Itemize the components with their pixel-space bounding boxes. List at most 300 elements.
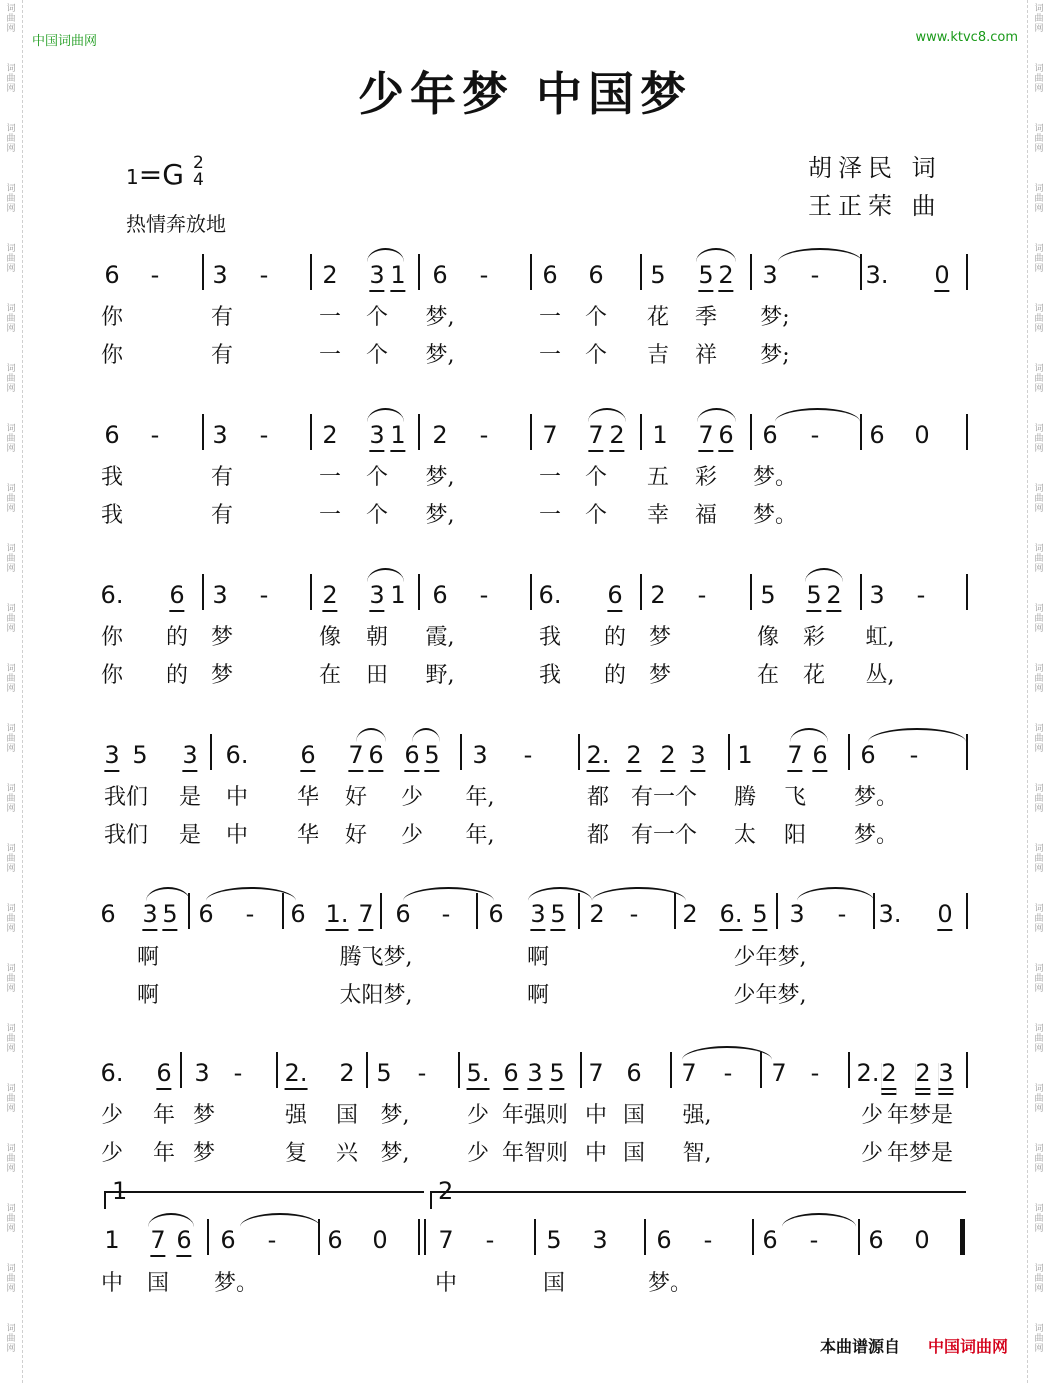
barline — [966, 893, 968, 929]
lyric-syllable: 梦 — [192, 1141, 216, 1166]
note: 6 — [368, 740, 383, 772]
note: 3 — [938, 1058, 953, 1090]
note: 2 — [609, 420, 624, 452]
watermark-mark: 词 曲 网 — [6, 364, 16, 394]
note: 3 — [104, 740, 119, 772]
lyric-syllable: 像 — [756, 625, 780, 650]
note: - — [810, 421, 820, 449]
lyric-syllable: 有 — [210, 305, 234, 330]
note: 5 — [376, 1059, 392, 1087]
slur-arc — [588, 408, 626, 422]
watermark-mark: 词 曲 网 — [1034, 1024, 1044, 1054]
lyric-syllable: 腾飞梦, — [339, 945, 413, 970]
watermark-mark: 词 曲 网 — [6, 304, 16, 334]
note: 2 — [826, 580, 841, 612]
lyric-syllable: 一 — [538, 343, 562, 368]
lyricist-credit: 胡泽民 词 — [808, 154, 942, 182]
note: 7 — [438, 1226, 454, 1254]
note: - — [150, 261, 160, 289]
lyric-syllable: 有 — [210, 503, 234, 528]
note: 1. — [326, 899, 349, 931]
lyric-syllable: 福 — [694, 503, 718, 528]
note: - — [417, 1059, 427, 1087]
note: 3 — [369, 580, 384, 612]
lyric-syllable: 少 — [400, 785, 424, 810]
lyric-syllable: 你 — [100, 305, 124, 330]
note: - — [259, 261, 269, 289]
note: 6 — [868, 1226, 884, 1254]
note: - — [809, 1226, 819, 1254]
note: 6 — [100, 900, 116, 928]
watermark-mark: 词 曲 网 — [6, 4, 16, 34]
lyric-syllable: 少 — [466, 1141, 490, 1166]
note: - — [697, 581, 707, 609]
barline — [276, 1052, 278, 1088]
slur-arc — [367, 568, 404, 582]
left-watermark-strip — [0, 0, 23, 1383]
barline — [640, 574, 642, 610]
watermark-mark: 词 曲 网 — [6, 64, 16, 94]
barline — [534, 1219, 536, 1255]
song-title: 少年梦 中国梦 — [357, 67, 692, 121]
lyric-syllable: 梦。 — [752, 503, 798, 528]
lyric-syllable: 我们 — [103, 823, 149, 848]
note: 1 — [652, 421, 668, 449]
note: - — [233, 1059, 243, 1087]
lyric-syllable: 是 — [178, 823, 202, 848]
note: 5. — [467, 1058, 490, 1090]
note: 2 — [432, 421, 448, 449]
barline — [776, 893, 778, 929]
repeat-barline — [418, 1219, 426, 1255]
lyric-syllable: 我 — [100, 465, 124, 490]
note: 2 — [322, 421, 338, 449]
watermark-mark: 词 曲 网 — [1034, 964, 1044, 994]
note: 6 — [104, 421, 120, 449]
barline — [530, 254, 532, 290]
lyric-syllable: 野, — [425, 663, 455, 688]
lyric-syllable: 年, — [465, 785, 495, 810]
watermark-mark: 词 曲 网 — [1034, 844, 1044, 874]
note: 5 — [760, 581, 776, 609]
lyric-syllable: 一 — [318, 343, 342, 368]
lyric-syllable: 个 — [365, 503, 389, 528]
note: 6 — [104, 261, 120, 289]
note: 2 — [589, 900, 605, 928]
note: 7 — [542, 421, 558, 449]
lyric-syllable: 彩 — [802, 625, 826, 650]
lyric-syllable: 啊 — [136, 945, 160, 970]
tempo-marking: 热情奔放地 — [126, 212, 226, 236]
note: 2 — [915, 1058, 930, 1090]
barline — [860, 414, 862, 450]
composer-credit: 王正荣 曲 — [808, 192, 942, 220]
lyric-syllable: 梦。 — [853, 785, 899, 810]
barline — [460, 734, 462, 770]
barline — [752, 1219, 754, 1255]
watermark-mark: 词 曲 网 — [6, 604, 16, 634]
note: 3 — [212, 261, 228, 289]
staff-row-3 — [0, 578, 1050, 618]
lyric-syllable: 虹, — [865, 625, 895, 650]
watermark-mark: 词 曲 网 — [6, 424, 16, 454]
lyric-syllable: 一 — [318, 305, 342, 330]
lyric-syllable: 年, — [465, 823, 495, 848]
watermark-mark: 词 曲 网 — [1034, 4, 1044, 34]
slur-arc — [412, 728, 440, 742]
lyric-syllable: 强, — [682, 1103, 712, 1128]
note: 6 — [488, 900, 504, 928]
note: 3. — [865, 261, 889, 289]
lyric-syllable: 一 — [538, 305, 562, 330]
lyric-syllable: 的 — [165, 625, 189, 650]
time-signature-top: 2 — [193, 153, 204, 173]
watermark-mark: 词 曲 网 — [1034, 544, 1044, 574]
note: 6 — [762, 1226, 778, 1254]
lyric-syllable: 少 — [466, 1103, 490, 1128]
watermark-mark: 词 曲 网 — [1034, 1204, 1044, 1234]
note: 0 — [914, 421, 930, 449]
note: - — [723, 1059, 733, 1087]
watermark-mark: 词 曲 网 — [1034, 1324, 1044, 1354]
lyric-syllable: 年梦是 — [886, 1141, 954, 1166]
lyric-syllable: 兴 — [335, 1141, 359, 1166]
note: 1 — [737, 741, 753, 769]
barline — [644, 1219, 646, 1255]
lyric-syllable: 我 — [538, 663, 562, 688]
note: 3 — [194, 1059, 210, 1087]
barline — [750, 254, 752, 290]
note: 2 — [718, 260, 733, 292]
lyric-syllable: 少年梦, — [733, 945, 807, 970]
watermark-mark: 词 曲 网 — [6, 784, 16, 814]
lyric-syllable: 五 — [646, 465, 670, 490]
note: 6 — [869, 421, 885, 449]
note: 6 — [503, 1058, 518, 1090]
lyric-syllable: 都 — [586, 785, 610, 810]
barline — [750, 414, 752, 450]
note: 6 — [812, 740, 827, 772]
lyric-syllable: 华 — [296, 785, 320, 810]
lyric-syllable: 有 — [210, 343, 234, 368]
note: 1 — [104, 1226, 120, 1254]
note: 3 — [690, 740, 705, 772]
final-barline — [960, 1219, 965, 1255]
lyric-syllable: 吉 — [646, 343, 670, 368]
note: - — [479, 261, 489, 289]
lyric-syllable: 霞, — [425, 625, 455, 650]
note: - — [259, 421, 269, 449]
lyric-syllable: 梦 — [648, 625, 672, 650]
lyric-syllable: 你 — [100, 343, 124, 368]
slur-arc — [805, 568, 843, 582]
lyric-syllable: 我们 — [103, 785, 149, 810]
note: 3 — [472, 741, 488, 769]
note: 7 — [771, 1059, 787, 1087]
lyric-syllable: 梦。 — [647, 1271, 693, 1296]
slur-arc — [592, 887, 686, 901]
note: - — [259, 581, 269, 609]
lyric-syllable: 国 — [622, 1141, 646, 1166]
note: - — [523, 741, 533, 769]
slur-arc — [403, 887, 494, 901]
barline — [966, 734, 968, 770]
barline — [207, 1219, 209, 1255]
lyric-syllable: 太阳梦, — [339, 983, 413, 1008]
note: - — [629, 900, 639, 928]
note: - — [267, 1226, 277, 1254]
note: 7 — [150, 1225, 165, 1257]
watermark-mark: 词 曲 网 — [1034, 904, 1044, 934]
barline — [860, 574, 862, 610]
note: 3. — [878, 900, 902, 928]
slur-arc — [528, 887, 592, 901]
barline — [310, 414, 312, 450]
lyric-syllable: 是 — [178, 785, 202, 810]
note: 2 — [660, 740, 675, 772]
watermark-mark: 词 曲 网 — [1034, 604, 1044, 634]
lyric-syllable: 强 — [284, 1103, 308, 1128]
note: 5 — [752, 899, 767, 931]
lyric-syllable: 少 — [860, 1103, 884, 1128]
slur-arc — [778, 248, 862, 262]
lyric-syllable: 太 — [733, 823, 757, 848]
barline — [530, 574, 532, 610]
lyric-syllable: 个 — [584, 465, 608, 490]
watermark-mark: 词 曲 网 — [6, 1084, 16, 1114]
watermark-mark: 词 曲 网 — [6, 1024, 16, 1054]
barline — [380, 893, 382, 929]
note: 5 — [806, 580, 821, 612]
lyric-syllable: 年梦是 — [886, 1103, 954, 1128]
note: 6 — [718, 420, 733, 452]
note: 6 — [404, 740, 419, 772]
barline — [966, 254, 968, 290]
lyric-syllable: 中 — [434, 1271, 458, 1296]
key-signature — [126, 158, 184, 191]
note: 6 — [762, 421, 778, 449]
lyric-syllable: 一 — [538, 465, 562, 490]
lyric-syllable: 中 — [225, 785, 249, 810]
note: - — [810, 1059, 820, 1087]
lyric-syllable: 丛, — [865, 663, 895, 688]
lyric-syllable: 中 — [100, 1271, 124, 1296]
note: 7 — [681, 1059, 697, 1087]
note: 2 — [322, 261, 338, 289]
note: 2 — [682, 900, 698, 928]
lyric-syllable: 的 — [165, 663, 189, 688]
slur-arc — [206, 887, 296, 901]
lyric-syllable: 中 — [584, 1141, 608, 1166]
barline — [366, 1052, 368, 1088]
key-one: 1 — [126, 165, 139, 189]
barline — [418, 574, 420, 610]
watermark-mark: 词 曲 网 — [6, 904, 16, 934]
watermark-mark: 词 曲 网 — [1034, 1144, 1044, 1174]
note: - — [479, 581, 489, 609]
lyric-syllable: 飞 — [783, 785, 807, 810]
volta-1-label: 1 — [112, 1177, 128, 1205]
lyric-syllable: 梦 — [648, 663, 672, 688]
note: 6 — [588, 261, 604, 289]
lyric-syllable: 国 — [542, 1271, 566, 1296]
note: 7 — [348, 740, 363, 772]
lyric-syllable: 个 — [584, 305, 608, 330]
note: 2 — [650, 581, 666, 609]
watermark-mark: 词 曲 网 — [6, 124, 16, 154]
note: 6 — [656, 1226, 672, 1254]
volta-bracket-1 — [104, 1177, 424, 1209]
lyric-syllable: 啊 — [526, 945, 550, 970]
source-site-link[interactable]: 中国词曲网 — [928, 1337, 1009, 1356]
watermark-mark: 词 曲 网 — [1034, 664, 1044, 694]
lyric-syllable: 年智则 — [501, 1141, 569, 1166]
note: - — [485, 1226, 495, 1254]
note: 7 — [787, 740, 802, 772]
barline — [670, 1052, 672, 1088]
barline — [578, 734, 580, 770]
slur-arc — [697, 408, 736, 422]
watermark-mark: 词 曲 网 — [1034, 64, 1044, 94]
lyric-syllable: 梦, — [380, 1141, 410, 1166]
note: - — [150, 421, 160, 449]
lyric-syllable: 梦, — [425, 503, 455, 528]
lyric-syllable: 个 — [365, 305, 389, 330]
lyric-syllable: 好 — [344, 785, 368, 810]
note: 0 — [914, 1226, 930, 1254]
lyric-syllable: 我 — [100, 503, 124, 528]
note: 3 — [527, 1058, 542, 1090]
slur-arc — [782, 1213, 856, 1227]
lyric-syllable: 啊 — [526, 983, 550, 1008]
note: 5 — [549, 1058, 564, 1090]
barline — [210, 734, 212, 770]
lyric-syllable: 梦。 — [213, 1271, 259, 1296]
lyric-syllable: 一 — [318, 503, 342, 528]
site-name-left[interactable]: 中国词曲网 — [32, 34, 98, 49]
note: - — [245, 900, 255, 928]
note: 3 — [789, 900, 805, 928]
lyric-syllable: 少 — [100, 1141, 124, 1166]
slur-arc — [240, 1213, 320, 1227]
slur-arc — [696, 248, 736, 262]
note: 2. — [587, 740, 610, 772]
lyric-syllable: 有 — [210, 465, 234, 490]
key-eq: =G — [138, 158, 184, 191]
note: 7 — [358, 899, 373, 931]
lyric-syllable: 年 — [152, 1141, 176, 1166]
lyric-syllable: 都 — [586, 823, 610, 848]
lyric-syllable: 季 — [694, 305, 718, 330]
note: 6 — [220, 1226, 236, 1254]
note: 6 — [432, 581, 448, 609]
lyric-syllable: 国 — [622, 1103, 646, 1128]
note: - — [916, 581, 926, 609]
watermark-mark: 词 曲 网 — [1034, 784, 1044, 814]
lyric-syllable: 好 — [344, 823, 368, 848]
watermark-mark: 词 曲 网 — [6, 844, 16, 874]
lyric-syllable: 智, — [682, 1141, 712, 1166]
slur-arc — [367, 408, 404, 422]
source-label: 本曲谱源自 — [820, 1337, 901, 1356]
barline — [418, 414, 420, 450]
lyric-syllable: 少年梦, — [733, 983, 807, 1008]
lyric-syllable: 的 — [603, 625, 627, 650]
barline — [750, 574, 752, 610]
barline — [966, 574, 968, 610]
watermark-mark: 词 曲 网 — [1034, 484, 1044, 514]
lyric-syllable: 花 — [802, 663, 826, 688]
watermark-mark: 词 曲 网 — [6, 1204, 16, 1234]
note: 6 — [198, 900, 214, 928]
lyric-syllable: 中 — [584, 1103, 608, 1128]
watermark-mark: 词 曲 网 — [1034, 1264, 1044, 1294]
lyric-syllable: 梦; — [760, 343, 790, 368]
note: 5 — [650, 261, 666, 289]
note: 6 — [327, 1226, 343, 1254]
watermark-mark: 词 曲 网 — [1034, 1084, 1044, 1114]
barline — [848, 734, 850, 770]
note: 6 — [300, 740, 315, 772]
site-url-right[interactable]: www.ktvc8.com — [915, 30, 1018, 45]
note: 6. — [720, 899, 743, 931]
note: 7 — [698, 420, 713, 452]
note: 6 — [290, 900, 306, 928]
barline — [858, 1219, 860, 1255]
note: 5 — [698, 260, 713, 292]
note: 3 — [369, 420, 384, 452]
lyric-syllable: 梦 — [210, 663, 234, 688]
lyric-syllable: 像 — [318, 625, 342, 650]
lyric-syllable: 在 — [756, 663, 780, 688]
barline — [966, 414, 968, 450]
note: 6 — [395, 900, 411, 928]
watermark-mark: 词 曲 网 — [6, 1324, 16, 1354]
watermark-mark: 词 曲 网 — [1034, 244, 1044, 274]
note: 2 — [339, 1059, 355, 1087]
lyric-syllable: 年强则 — [501, 1103, 569, 1128]
note: 3 — [869, 581, 885, 609]
barline — [640, 414, 642, 450]
note: 0 — [934, 260, 949, 292]
lyric-syllable: 一 — [318, 465, 342, 490]
staff-row-4 — [0, 738, 1050, 778]
note: - — [837, 900, 847, 928]
note: 1 — [390, 260, 405, 292]
note: 6 — [542, 261, 558, 289]
barline — [202, 254, 204, 290]
lyric-syllable: 梦; — [760, 305, 790, 330]
lyric-syllable: 阳 — [783, 823, 807, 848]
barline — [530, 414, 532, 450]
watermark-mark: 词 曲 网 — [1034, 304, 1044, 334]
lyric-syllable: 个 — [584, 503, 608, 528]
slur-arc — [148, 1213, 194, 1227]
watermark-mark: 词 曲 网 — [6, 244, 16, 274]
lyric-syllable: 花 — [646, 305, 670, 330]
lyric-syllable: 梦, — [425, 343, 455, 368]
note: 0 — [937, 899, 952, 931]
lyric-syllable: 少 — [860, 1141, 884, 1166]
lyric-syllable: 个 — [365, 343, 389, 368]
note: 5 — [162, 899, 177, 931]
lyric-syllable: 梦, — [425, 465, 455, 490]
watermark-mark: 词 曲 网 — [6, 664, 16, 694]
slur-arc — [367, 248, 404, 262]
barline — [418, 254, 420, 290]
barline — [728, 734, 730, 770]
note: 6 — [156, 1058, 171, 1090]
